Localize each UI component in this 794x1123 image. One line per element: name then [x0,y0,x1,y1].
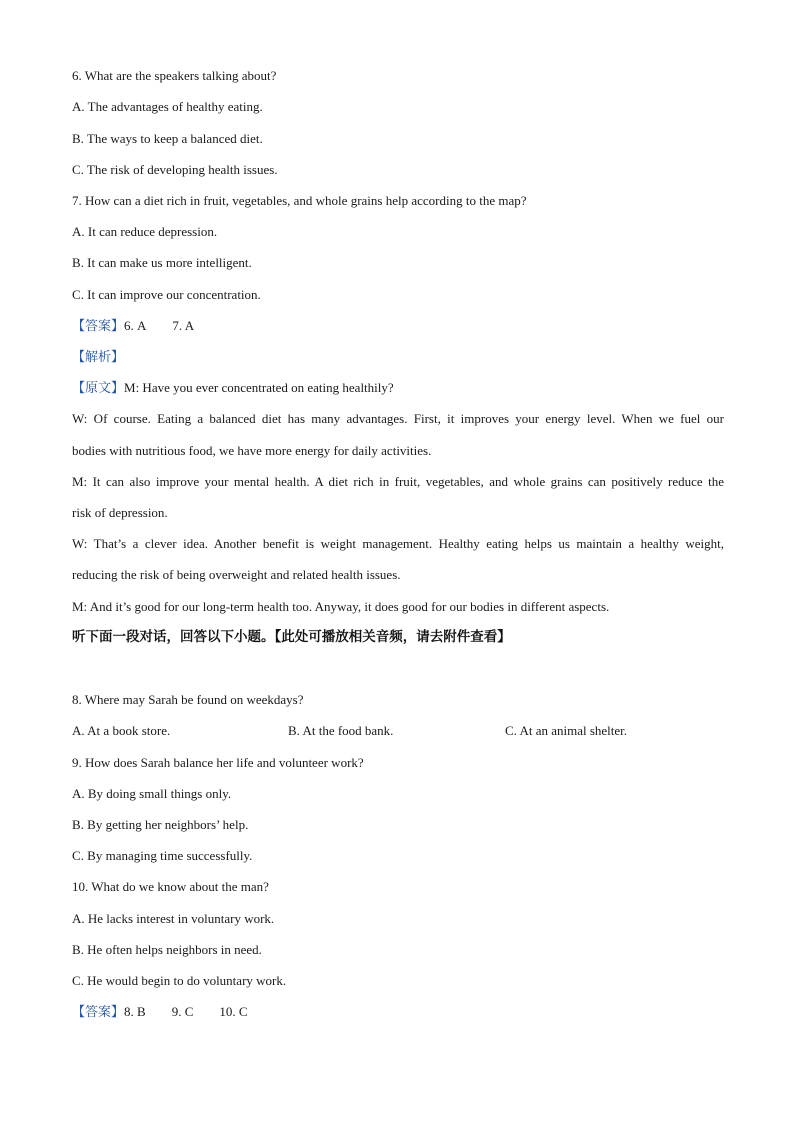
answer-8: 8. B [124,1004,146,1019]
q8-option-a: A. At a book store. [72,723,171,738]
q7-option-c: C. It can improve our concentration. [72,287,261,302]
transcript-line-8: M: And it’s good for our long-term health too. Anyway, it does good for our bodies in different aspects. [72,599,610,614]
q9-option-a: A. By doing small things only. [72,786,232,801]
q9-option-b: B. By getting her neighbors’ help. [72,817,249,832]
q6-option-a: A. The advantages of healthy eating. [72,99,263,114]
q10-option-b: B. He often helps neighbors in need. [72,942,262,957]
q7-option-a: A. It can reduce depression. [72,224,218,239]
q8-option-b: B. At the food bank. [288,723,394,738]
answer-7: 7. A [172,318,195,333]
answer-block-2 [72,1003,724,1022]
answer-6: 6. A [124,318,147,333]
q10-option-c: C. He would begin to do voluntary work. [72,973,287,988]
answer-9: 9. C [171,1004,194,1019]
answer-tag: 【答案】 [72,319,125,334]
answer-tag: 【答案】 [72,1005,125,1020]
transcript-line-5: risk of depression. [72,505,168,520]
listening-instruction: 听下面一段对话，回答以下小题。【此处可播放相关音频，请去附件查看】 [72,629,511,645]
answer-10: 10. C [219,1004,248,1019]
question-7: 7. How can a diet rich in fruit, vegetables, and whole grains help according to the map? [72,193,527,208]
transcript-line-4: M: It can also improve your mental health. A diet rich in fruit, vegetables, and whole grains can positively reduce the [72,474,724,489]
q8-option-c: C. At an animal shelter. [505,723,628,738]
q9-option-c: C. By managing time successfully. [72,848,253,863]
q6-option-c: C. The risk of developing health issues. [72,162,278,177]
q10-option-a: A. He lacks interest in voluntary work. [72,911,275,926]
question-10: 10. What do we know about the man? [72,879,269,894]
question-6: 6. What are the speakers talking about? [72,68,277,83]
transcript-tag: 【原文】 [72,381,125,396]
question-9: 9. How does Sarah balance her life and volunteer work? [72,755,364,770]
question-8: 8. Where may Sarah be found on weekdays? [72,692,304,707]
transcript-line-3: bodies with nutritious food, we have more energy for daily activities. [72,443,432,458]
answer-block-1 [72,317,724,336]
transcript-line-2: W: Of course. Eating a balanced diet has many advantages. First, it improves your energy level. When we fuel our [72,411,724,426]
q6-option-b: B. The ways to keep a balanced diet. [72,131,263,146]
q8-options-row [72,722,724,740]
q7-option-b: B. It can make us more intelligent. [72,255,252,270]
transcript-line-1: 【原文】M: Have you ever concentrated on eating healthily? [72,380,394,396]
transcript-line-6: W: That’s a clever idea. Another benefit is weight management. Healthy eating helps us maintain a healthy weight, [72,536,724,551]
transcript-line-7: reducing the risk of being overweight and related health issues. [72,567,401,582]
analysis-heading: 【解析】 [72,350,125,365]
